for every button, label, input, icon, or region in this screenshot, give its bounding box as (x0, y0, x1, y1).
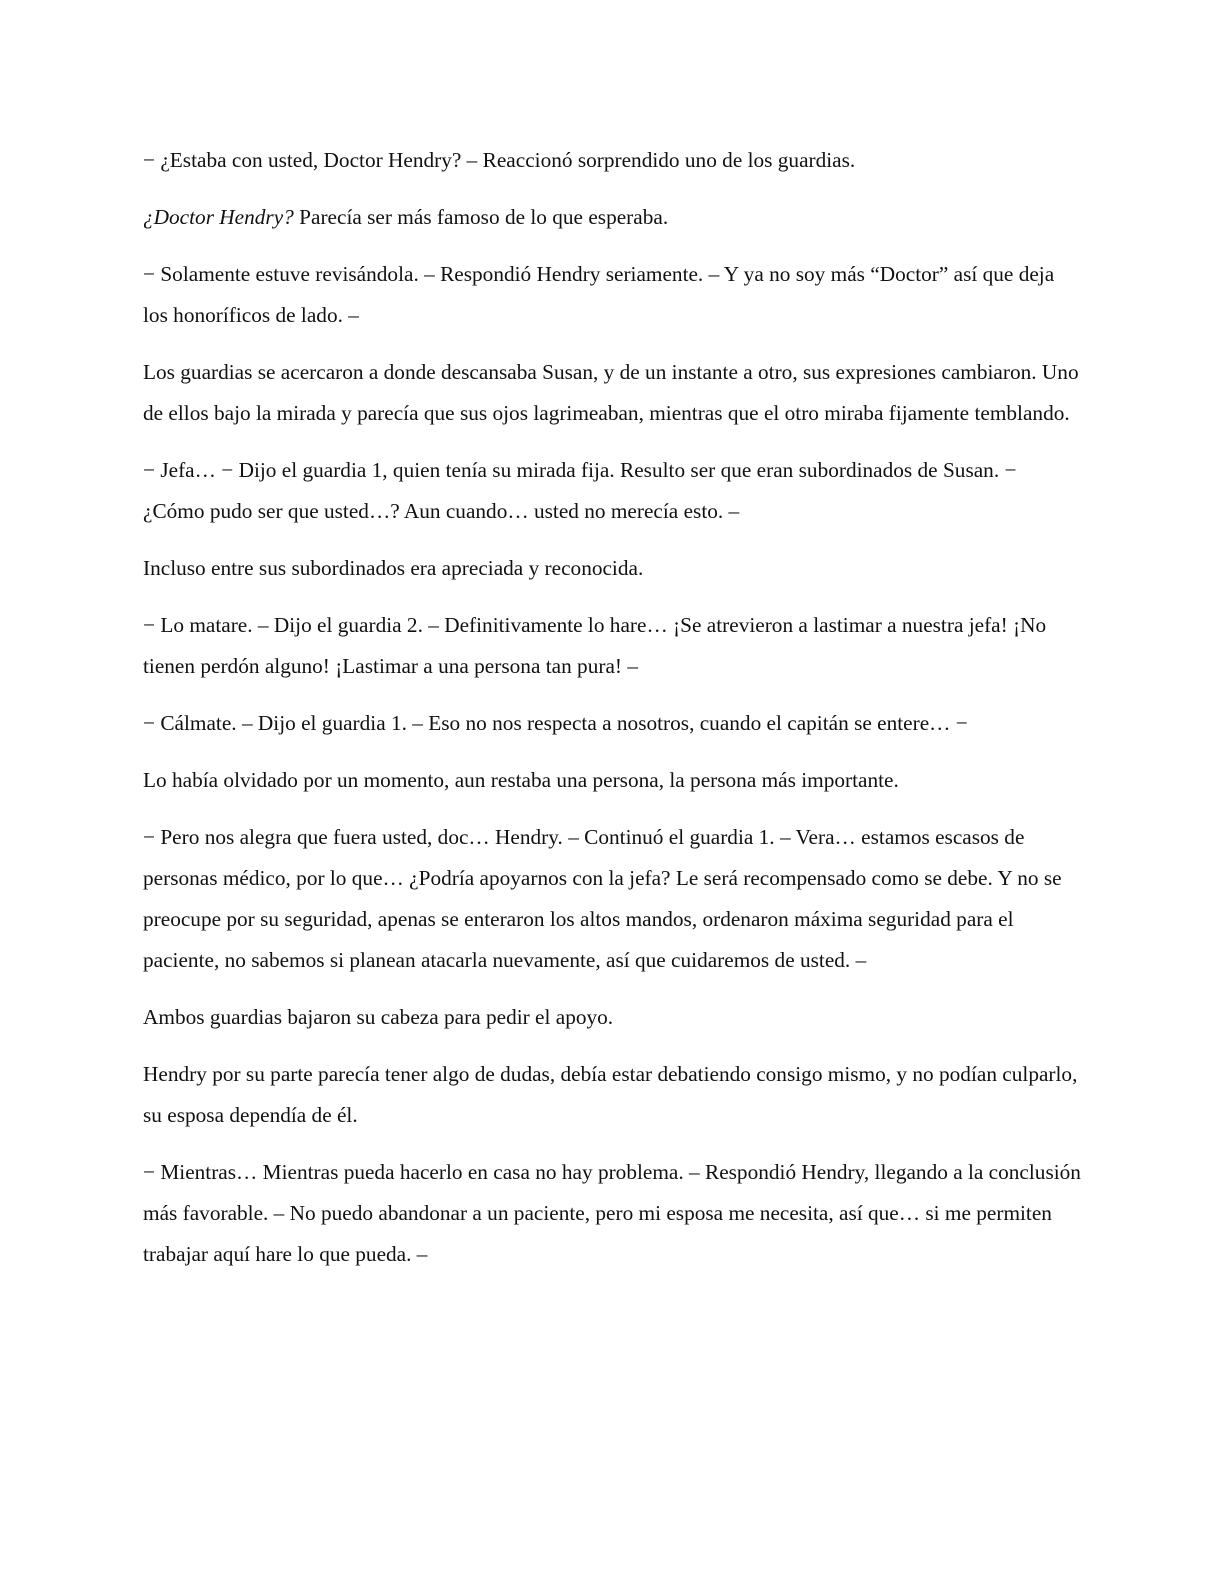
paragraph-2-text: Parecía ser más famoso de lo que esperaba. (293, 205, 669, 229)
paragraph-1-text: − ¿Estaba con usted, Doctor Hendry? – Reaccionó sorprendido uno de los guardias. (143, 148, 856, 172)
paragraph-2-italic-text: ¿Doctor Hendry? (143, 205, 294, 229)
paragraph-3 (143, 254, 1083, 336)
paragraph-12-text: Hendry por su parte parecía tener algo de dudas, debía estar debatiendo consigo mismo, y no podían culparlo, su esposa dependía de él. (143, 1062, 1078, 1127)
paragraph-9-text: Lo había olvidado por un momento, aun restaba una persona, la persona más importante. (143, 768, 899, 792)
paragraph-8-text: − Cálmate. – Dijo el guardia 1. – Eso no nos respecta a nosotros, cuando el capitán se entere… − (143, 711, 968, 735)
paragraph-6-text: Incluso entre sus subordinados era apreciada y reconocida. (143, 556, 644, 580)
paragraph-5 (143, 450, 1083, 532)
paragraph-1 (143, 140, 1083, 181)
paragraph-10 (143, 817, 1083, 981)
paragraph-7 (143, 605, 1083, 687)
paragraph-2 (143, 197, 1083, 238)
paragraph-10-text: − Pero nos alegra que fuera usted, doc… Hendry. – Continuó el guardia 1. – Vera… estamos escasos de personas médico, por lo que… ¿Podría apoyarnos con la jefa? Le será recompensado como se debe. Y no se preocupe por su seguridad, apenas se enteraron los altos mandos, ordenaron máxima seguridad para el paciente, no sabemos si planean atacarla nuevamente, así que cuidaremos de usted. – (143, 825, 1062, 972)
paragraph-9 (143, 760, 1083, 801)
paragraph-6 (143, 548, 1083, 589)
paragraph-7-text: − Lo matare. – Dijo el guardia 2. – Definitivamente lo hare… ¡Se atrevieron a lastimar a nuestra jefa! ¡No tienen perdón alguno! ¡Lastimar a una persona tan pura! – (143, 613, 1047, 678)
paragraph-4-text: Los guardias se acercaron a donde descansaba Susan, y de un instante a otro, sus expresiones cambiaron. Uno de ellos bajo la mirada y parecía que sus ojos lagrimeaban, mientras que el otro miraba fijamente temblando. (143, 360, 1079, 425)
document-page (143, 140, 1083, 1291)
paragraph-5-text: − Jefa… − Dijo el guardia 1, quien tenía su mirada fija. Resulto ser que eran subordinados de Susan. − ¿Cómo pudo ser que usted…? Aun cuando… usted no merecía esto. – (143, 458, 1017, 523)
paragraph-4 (143, 352, 1083, 434)
paragraph-3-text: − Solamente estuve revisándola. – Respondió Hendry seriamente. – Y ya no soy más “Doctor” así que deja los honoríficos de lado. – (143, 262, 1055, 327)
paragraph-11 (143, 997, 1083, 1038)
paragraph-11-text: Ambos guardias bajaron su cabeza para pedir el apoyo. (143, 1005, 614, 1029)
paragraph-13-text: − Mientras… Mientras pueda hacerlo en casa no hay problema. – Respondió Hendry, llegando a la conclusión más favorable. – No puedo abandonar a un paciente, pero mi esposa me necesita, así que… si me permiten trabajar aquí hare lo que pueda. – (143, 1160, 1081, 1266)
paragraph-13 (143, 1152, 1083, 1275)
paragraph-8 (143, 703, 1083, 744)
paragraph-12 (143, 1054, 1083, 1136)
